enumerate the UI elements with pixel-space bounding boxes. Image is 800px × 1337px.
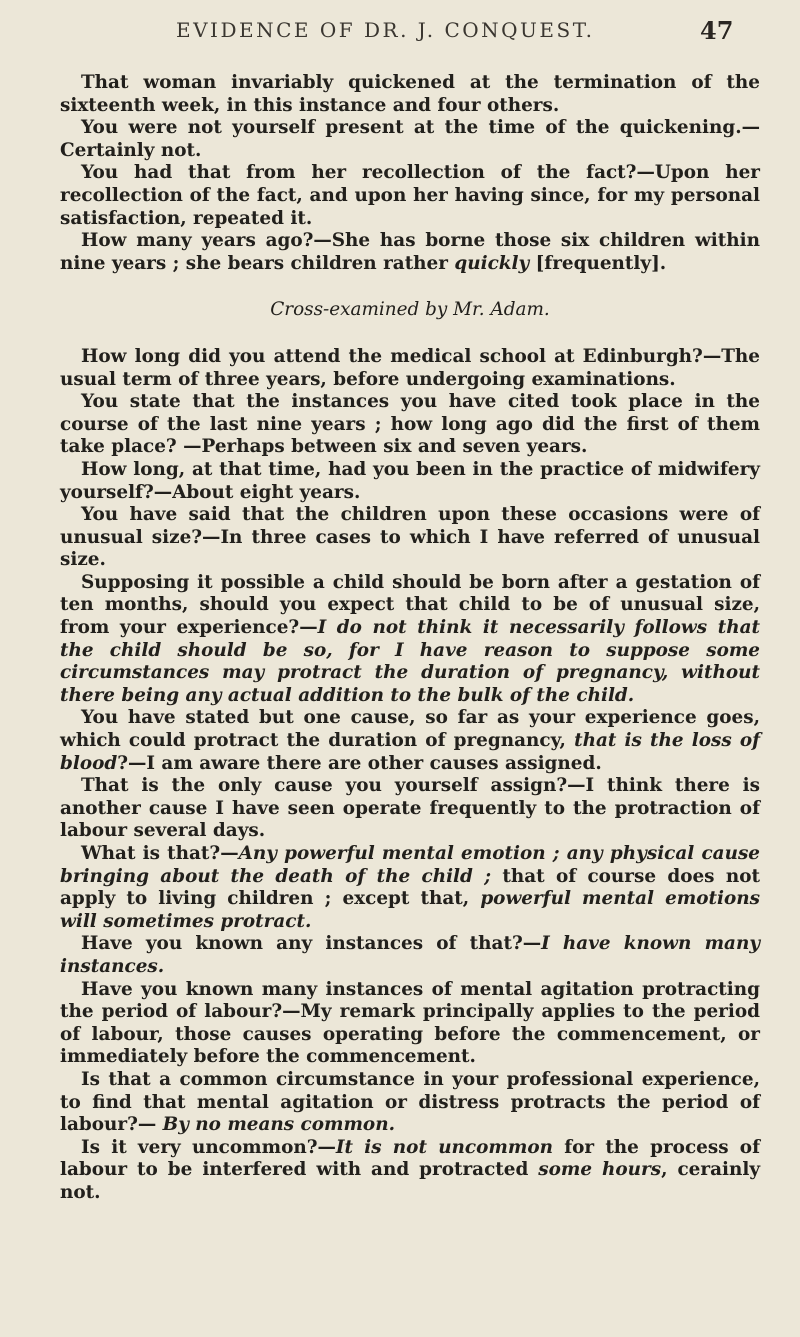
answer-text: Upon her recollection of the fact, and upon her having since, for my personal satisfaction, repeated it. [60,162,760,229]
answer-text: , cerainly not. [60,1159,761,1203]
page-header [0,18,800,52]
question-text: What is that?— [81,843,239,864]
question-text: You have said that the children upon these occasions were of unusual size?— [60,504,760,548]
question-text: You were not yourself present at the time of the quickening.— [81,117,760,139]
answer-emphasis: By no means common. [162,1114,395,1136]
question-text: You had that from her recollection of the fact?— [81,162,655,184]
answer-text: The usual term of three years, before undergoing examinations. [60,345,760,390]
page-number: 47 [700,16,734,45]
answer-text: —Perhaps between six and seven years. [183,436,588,458]
question-text: ?— [117,752,147,774]
question-text: That is the only cause you yourself assign?— [81,775,586,797]
question-text: You state that the instances you have cited took place in the course of the last nine years ; how long ago did the first of them take place? [60,391,760,458]
question-text: Is it very uncommon?— [81,1136,336,1158]
answer-emphasis: It is not uncommon [335,1136,553,1158]
paragraph-11 [60,775,760,843]
answer-emphasis: powerful mental emotions will sometimes protract. [60,888,761,932]
paragraph-6 [60,391,760,459]
answer-text: My remark principally applies to the period of labour, those causes operating before the commencement, or immediately before the commencement. [60,1001,760,1068]
question-text: You have stated but one cause, so far as your experience goes, which could protract the duration of pregnancy, [60,707,760,752]
question-emphasis: that is the loss of blood [60,730,760,774]
page-body [60,72,760,1205]
paragraph-12 [60,843,760,933]
answer-text: In three cases to which I have referred of unusual size. [60,526,761,571]
answer-text: [frequently]. [529,252,667,274]
paragraph-1 [60,72,760,117]
answer-text: I think there is another cause I have seen operate frequently to the protraction of labour several days. [60,775,760,842]
answer-text: About eight years. [172,481,361,503]
running-head: EVIDENCE OF DR. J. CONQUEST. [176,18,595,42]
answer-emphasis: some hours [538,1159,662,1181]
paragraph-2 [60,117,760,162]
question-text: How long did you attend the medical school at Edinburgh?— [81,345,722,367]
paragraph-13 [60,933,760,978]
answer-text: Certainly not. [60,139,202,161]
answer-emphasis: I have known many instances. [60,933,761,977]
paragraph-8 [60,504,760,572]
answer-emphasis: I do not think it necessarily follows that the child should be so, for I have reason to suppose some circumstances may protract the duration of pregnancy, without there being any actual addition to the bulk of the child. [60,617,760,706]
question-text: Have you known any instances of that?— [81,933,542,955]
answer-emphasis: quickly [454,252,530,274]
question-text: Is that a common circumstance in your professional experience, to find that mental agitation or distress protracts the period of labour?— [60,1068,760,1136]
answer-text: that of course does not apply to living children ; except that, [60,865,760,910]
paragraph-15 [60,1069,760,1137]
question-text: How many years ago?— [81,230,332,252]
answer-text: for the process of labour to be interfered with and protracted [60,1136,760,1181]
answer-emphasis: Any powerful mental emotion ; any physical cause bringing about the death of the child ; [60,843,761,887]
paragraph-4 [60,230,760,275]
paragraph-9 [60,572,760,708]
question-text: Have you known many instances of mental agitation protracting the period of labour?— [60,978,760,1023]
paragraph-14 [60,979,760,1069]
paragraph-5 [60,346,760,391]
answer-text: I am aware there are other causes assigned. [146,752,602,774]
question-text: How long, at that time, had you been in the practice of midwifery yourself?— [60,458,760,503]
question-text: That woman invariably quickened at the termination of the sixteenth week, in this instance and four others. [60,72,760,116]
paragraph-10 [60,707,760,775]
section-subheading: Cross-examined by Mr. Adam. [270,299,550,321]
paragraph-7 [60,459,760,504]
question-text: Supposing it possible a child should be born after a gestation of ten months, should you expect that child to be of unusual size, from your experience?— [60,571,760,639]
paragraph-3 [60,162,760,230]
paragraph-16 [60,1137,760,1205]
answer-text: She has borne those six children within nine years ; she bears children rather [60,230,760,274]
